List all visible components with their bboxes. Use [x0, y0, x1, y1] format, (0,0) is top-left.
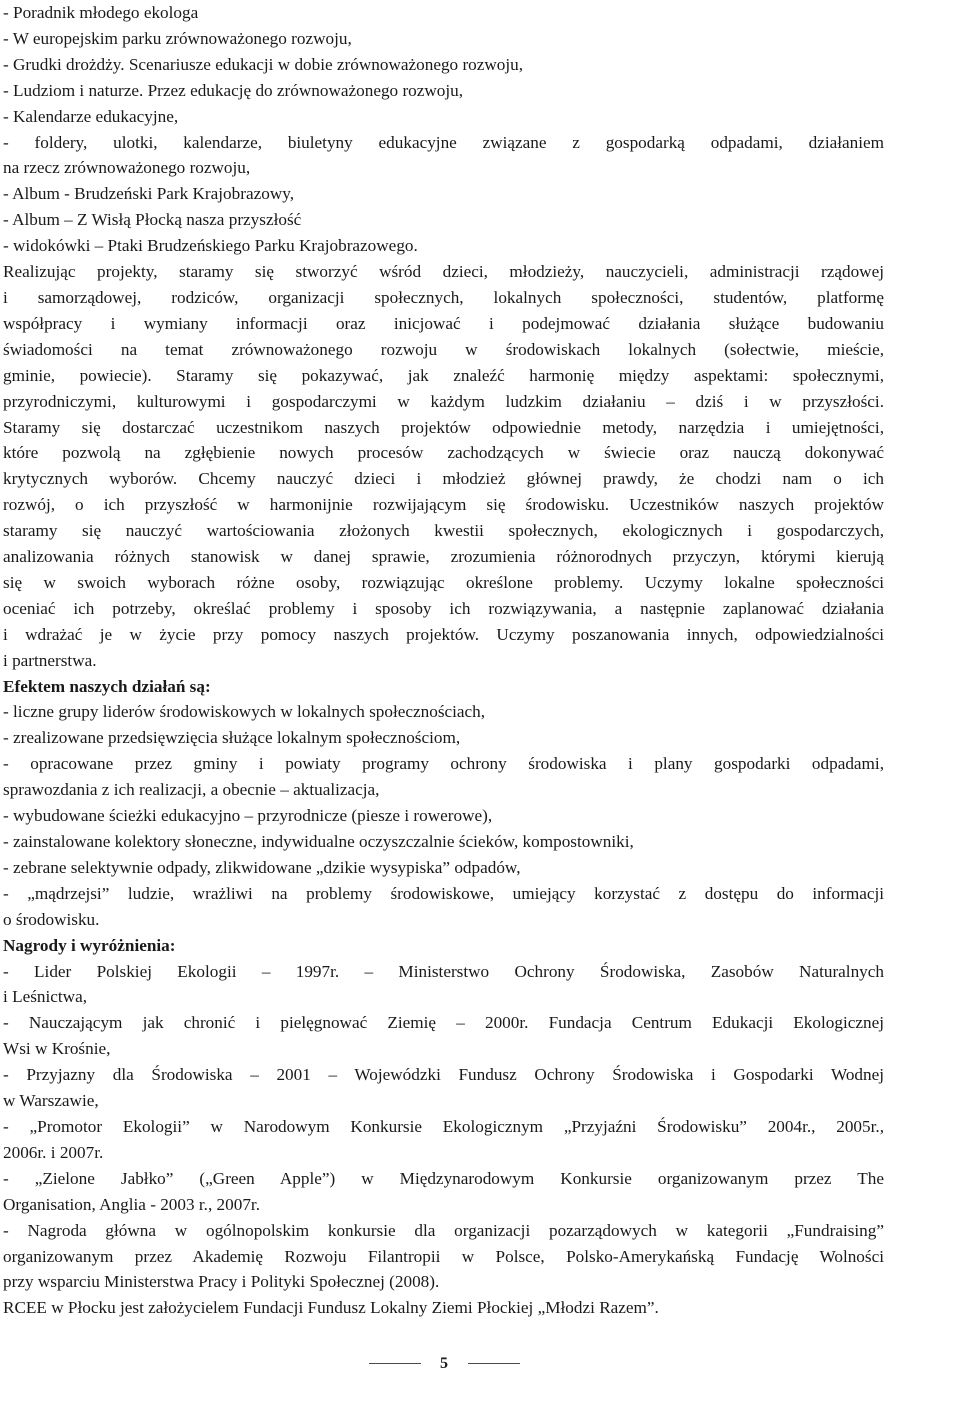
list-item: - Nauczającym jak chronić i pielęgnować Ziemię – 2000r. Fundacja Centrum Edukacji Ekologicznej	[3, 1013, 884, 1033]
list-item: - wybudowane ścieżki edukacyjno – przyrodnicze (piesze i rowerowe),	[3, 806, 493, 826]
paragraph-line: rozwój, o ich przyszłość w harmonijnie rozwijającym się środowisku. Uczestników naszych projektów	[3, 495, 884, 515]
list-item: - foldery, ulotki, kalendarze, biuletyny edukacyjne związane z gospodarką odpadami, działaniem	[3, 132, 884, 152]
paragraph-line: się w swoich wyborach różne osoby, rozwiązując określone problemy. Uczymy lokalne społeczności	[3, 572, 884, 592]
list-item-continuation: Organisation, Anglia - 2003 r., 2007r.	[3, 1194, 260, 1214]
list-item: - opracowane przez gminy i powiaty programy ochrony środowiska i plany gospodarki odpadami,	[3, 754, 884, 774]
effects-section	[3, 674, 884, 933]
paragraph-line: świadomości na temat zrównoważonego rozwoju w środowiskach lokalnych (sołectwie, mieście,	[3, 339, 884, 359]
list-item: - liczne grupy liderów środowiskowych w lokalnych społecznościach,	[3, 702, 486, 722]
list-item: - zrealizowane przedsięwzięcia służące lokalnym społecznościom,	[3, 728, 461, 748]
awards-heading: Nagrody i wyróżnienia:	[3, 935, 176, 955]
paragraph-line: i wdrażać je w życie przy pomocy naszych projektów. Uczymy poszanowania innych, odpowiedzialności	[3, 624, 884, 644]
list-item: - „mądrzejsi” ludzie, wrażliwi na problemy środowiskowe, umiejący korzystać z dostępu do informacji	[3, 883, 884, 903]
list-item-continuation: przy wsparciu Ministerstwa Pracy i Polityki Społecznej (2008).	[3, 1272, 440, 1292]
paragraph-line: oceniać ich potrzeby, określać problemy i sposoby ich rozwiązywania, a następnie zaplanować działania	[3, 598, 884, 618]
list-item-continuation: na rzecz zrównoważonego rozwoju,	[3, 158, 251, 178]
list-item: - Album - Brudzeński Park Krajobrazowy,	[3, 184, 295, 204]
page-footer	[0, 1352, 960, 1376]
document-page	[3, 0, 884, 1321]
paragraph-line: współpracy i wymiany informacji oraz inicjować i podejmować działania służące budowaniu	[3, 313, 884, 333]
paragraph-line: analizowania różnych stanowisk w danej sprawie, zrozumienia różnorodnych przyczyn, którymi kierują	[3, 547, 884, 567]
list-item-continuation: w Warszawie,	[3, 1091, 99, 1111]
paragraph-line: które pozwolą na zgłębienie nowych procesów zachodzących w świecie oraz nauczą dokonywać	[3, 443, 884, 463]
list-item: - Przyjazny dla Środowiska – 2001 – Wojewódzki Fundusz Ochrony Środowiska i Gospodarki Wodnej	[3, 1065, 884, 1085]
list-item-continuation: i Leśnictwa,	[3, 987, 87, 1007]
list-item: - „Zielone Jabłko” („Green Apple”) w Międzynarodowym Konkursie organizowanym przez The	[3, 1168, 884, 1188]
list-item-continuation: o środowisku.	[3, 909, 100, 929]
publications-list	[3, 0, 884, 259]
list-item: - Ludziom i naturze. Przez edukację do zrównoważonego rozwoju,	[3, 80, 464, 100]
list-item-continuation: 2006r. i 2007r.	[3, 1142, 104, 1162]
list-item: - W europejskim parku zrównoważonego rozwoju,	[3, 28, 352, 48]
list-item: - Album – Z Wisłą Płocką nasza przyszłość	[3, 210, 302, 230]
paragraph-line: i samorządowej, rodziców, organizacji społecznych, lokalnych społeczności, studentów, platformę	[3, 287, 884, 307]
effects-heading: Efektem naszych działań są:	[3, 676, 211, 696]
list-item-continuation: organizowanym przez Akademię Rozwoju Filantropii w Polsce, Polsko-Amerykańską Fundację Wolności	[3, 1246, 884, 1266]
list-item: - zebrane selektywnie odpady, zlikwidowane „dzikie wysypiska” odpadów,	[3, 857, 521, 877]
paragraph-line: przyrodniczymi, kulturowymi i gospodarczymi w każdym ludzkim działaniu – dziś i w przyszłości.	[3, 391, 884, 411]
paragraph-line: i partnerstwa.	[3, 650, 97, 670]
closing-sentence: RCEE w Płocku jest założycielem Fundacji Fundusz Lokalny Ziemi Płockiej „Młodzi Razem”.	[3, 1298, 659, 1318]
list-item: - Grudki drożdży. Scenariusze edukacji w dobie zrównoważonego rozwoju,	[3, 54, 524, 74]
footer-rule-right	[468, 1363, 520, 1364]
paragraph-line: staramy się nauczyć wartościowania złożonych kwestii społecznych, ekologicznych i gospodarczych,	[3, 521, 884, 541]
list-item: - widokówki – Ptaki Brudzeńskiego Parku Krajobrazowego.	[3, 236, 418, 256]
body-paragraph	[3, 259, 884, 674]
paragraph-line: Staramy się dostarczać uczestnikom naszych projektów odpowiednie metody, narzędzia i umiejętności,	[3, 417, 884, 437]
page-number: 5	[440, 1355, 448, 1372]
list-item: - Nagroda główna w ogólnopolskim konkursie dla organizacji pozarządowych w kategorii „Fundraising”	[3, 1220, 884, 1240]
paragraph-line: Realizując projekty, staramy się stworzyć wśród dzieci, młodzieży, nauczycieli, administracji rządowej	[3, 262, 884, 282]
footer-rule-left	[369, 1363, 421, 1364]
paragraph-line: gminie, powiecie). Staramy się pokazywać, jak znaleźć harmonię między aspektami: społecznymi,	[3, 365, 884, 385]
list-item-continuation: Wsi w Krośnie,	[3, 1039, 111, 1059]
list-item: - zainstalowane kolektory słoneczne, indywidualne oczyszczalnie ścieków, kompostowniki,	[3, 832, 634, 851]
list-item: - Lider Polskiej Ekologii – 1997r. – Ministerstwo Ochrony Środowiska, Zasobów Naturalnych	[3, 961, 884, 981]
list-item-continuation: sprawozdania z ich realizacji, a obecnie – aktualizacja,	[3, 780, 380, 800]
list-item: - Kalendarze edukacyjne,	[3, 106, 179, 126]
paragraph-line: krytycznych wyborów. Chcemy nauczyć dzieci i młodzież głównej prawdy, że chodzi nam o ich	[3, 469, 884, 489]
list-item: - Poradnik młodego ekologa	[3, 3, 199, 22]
list-item: - „Promotor Ekologii” w Narodowym Konkursie Ekologicznym „Przyjaźni Środowisku” 2004r., 2005r.,	[3, 1116, 884, 1136]
awards-section	[3, 933, 884, 1322]
